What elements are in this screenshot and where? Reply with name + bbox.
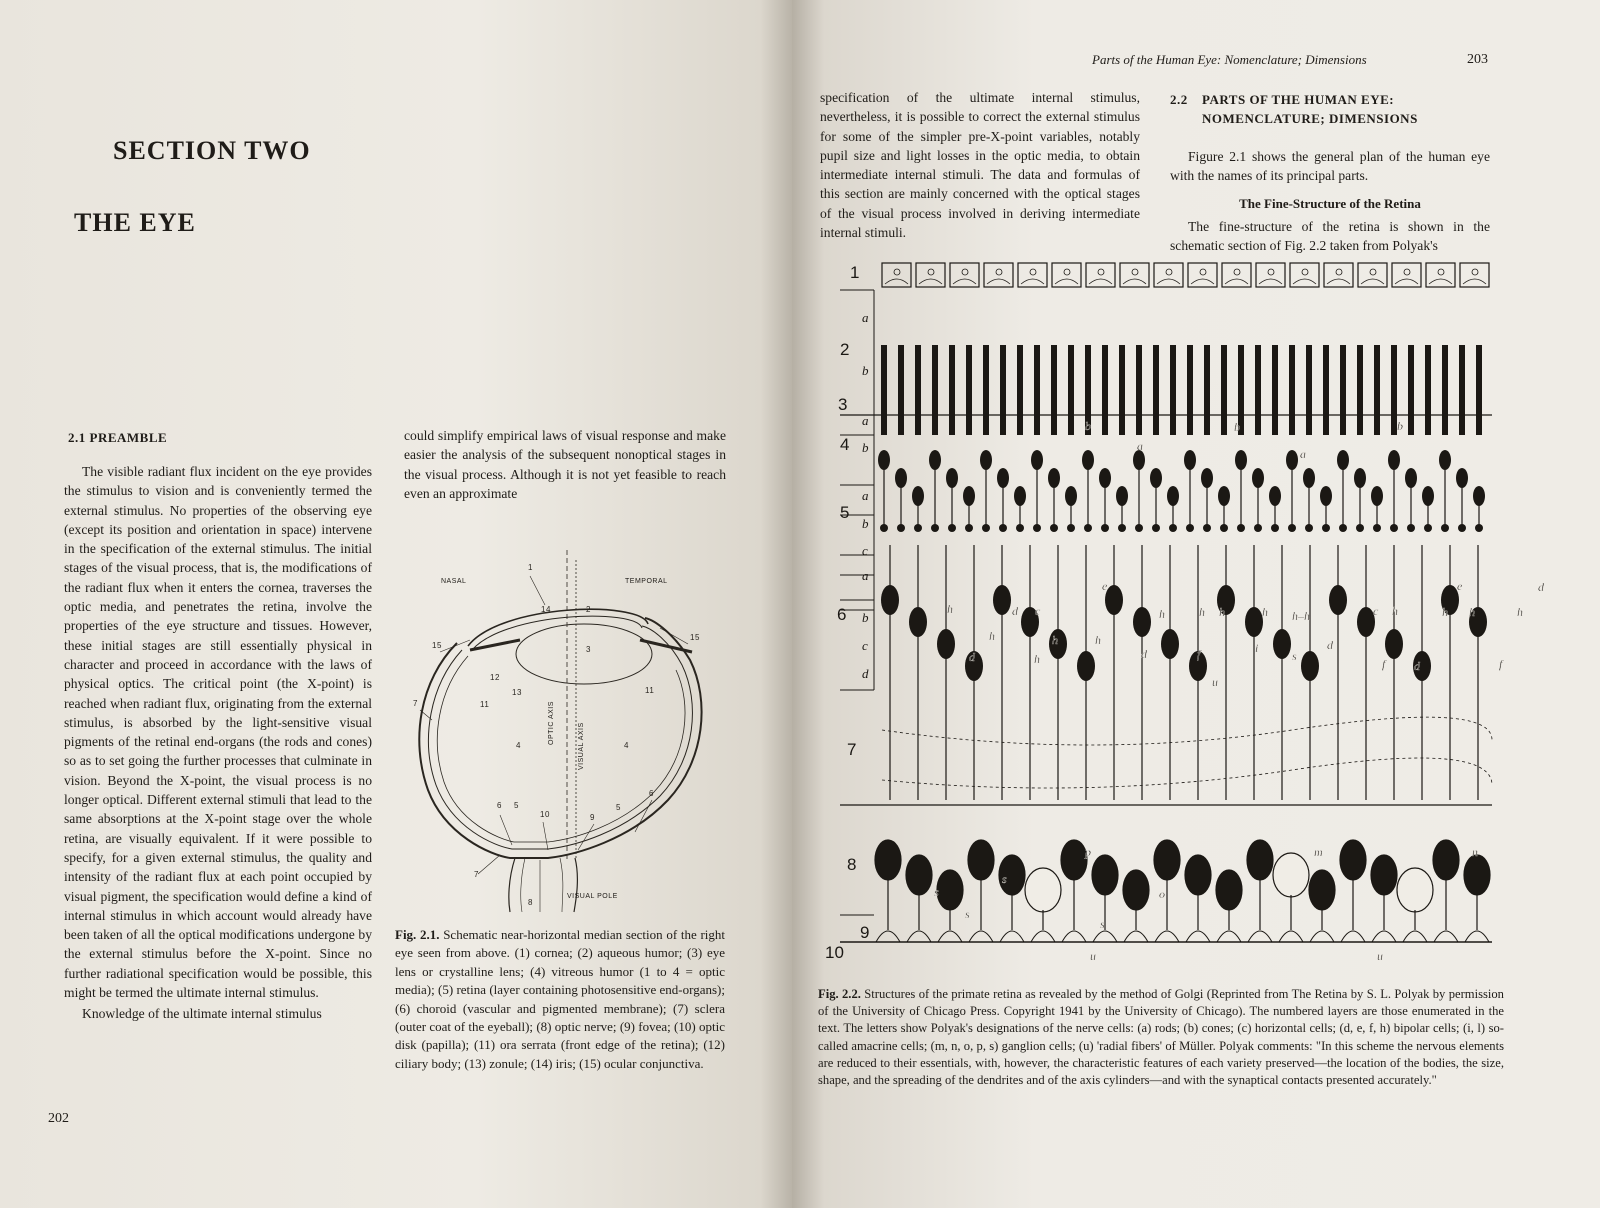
receptor-nucleus xyxy=(912,486,924,506)
layer-number: 7 xyxy=(847,740,857,759)
muller-foot xyxy=(1465,931,1489,942)
ganglion-cell xyxy=(1092,855,1118,895)
ganglion-cell xyxy=(1216,870,1242,910)
bipolar-cell xyxy=(1385,629,1403,659)
receptor-nucleus xyxy=(1133,450,1145,470)
bipolar-cell xyxy=(1273,629,1291,659)
section-label: SECTION TWO xyxy=(113,136,311,165)
receptor-nucleus xyxy=(1235,450,1247,470)
ganglion-cell xyxy=(1464,855,1490,895)
cell-letter: s xyxy=(965,907,970,921)
cell-letter: b xyxy=(1397,419,1403,433)
ganglion-cell xyxy=(1340,840,1366,880)
visual-pole-label: VISUAL POLE xyxy=(567,893,618,900)
eye-part-number: 12 xyxy=(490,673,500,682)
eye-part-number: 14 xyxy=(541,605,551,614)
muller-foot xyxy=(1341,931,1365,942)
muller-foot xyxy=(1155,931,1179,942)
layer-number: 5 xyxy=(840,503,850,522)
sublayer-letter: c xyxy=(862,543,868,558)
receptor-nucleus xyxy=(1116,486,1128,506)
cell-letter: d xyxy=(1141,647,1147,661)
receptor-nucleus xyxy=(1065,486,1077,506)
section-title: THE EYE xyxy=(74,208,196,237)
eye-part-number: 15 xyxy=(432,641,442,650)
column-2-text: could simplify empirical laws of visual response and make easier the analysis of the subsequent nonoptical stages in the visual process. Although it is not yet feasible to reach even an approximate xyxy=(404,428,726,501)
photoreceptor-inner-segment xyxy=(881,345,887,435)
receptor-nucleus xyxy=(1201,468,1213,488)
preamble-paragraph-2: Knowledge of the ultimate internal stimulus xyxy=(82,1006,322,1022)
cell-letter: d xyxy=(969,650,975,664)
cell-letter: f xyxy=(1382,657,1386,671)
bipolar-cell xyxy=(1329,585,1347,615)
receptor-nucleus xyxy=(1354,468,1366,488)
eye-part-number: 7 xyxy=(413,699,418,708)
preamble-paragraph-1: The visible radiant flux incident on the eye provides the stimulus to vision and is conveniently termed the external stimulus. No properties of the observing eye (except its position and orientation in space) intervene in the specification of the external stimulus. The initial stages of the visual process, that is, the modifications of the radiant flux when it enters the cornea, traverses the optic media, and penetrates the retina, involve the properties of the eye structure and tissues. However, these initial stages are still essentially physical in character and proceed in accordance with the laws of physical optics. The critical point (the X-point) is reached when radiant flux, originating from the external stimulus, is absorbed by the light-sensitive visual pigments of the retinal end-organs (the rods and cones) so as to set going the further processes that culminate in vision. Beyond the X-point, the visual process is no longer optical. Different external stimuli that lead to the same absorptions at the X-point stage over the whole retina, are visually equivalent. If it were possible to specify, for a given external stimulus, the quality and intensity of the radiant flux at each point occupied by visual pigment, the specification would define a kind of internal stimulus in which account would already have been taken of all the optical modifications undergone by the external stimulus before the X-point. Since no further radiational specification would be possible, this might be termed the ultimate internal stimulus. xyxy=(64,464,372,1001)
right-column-2-paragraph-1: Figure 2.1 shows the general plan of the human eye with the names of its principal parts. xyxy=(1170,149,1490,184)
photoreceptor-inner-segment xyxy=(915,345,921,435)
photoreceptor-inner-segment xyxy=(1102,345,1108,435)
muller-foot xyxy=(969,931,993,942)
eye-part-number: 11 xyxy=(645,686,655,695)
eye-part-number: 4 xyxy=(516,741,521,750)
photoreceptor-inner-segment xyxy=(966,345,972,435)
receptor-nucleus xyxy=(1286,450,1298,470)
muller-foot xyxy=(1093,931,1117,942)
muller-foot xyxy=(1372,931,1396,942)
temporal-label: TEMPORAL xyxy=(625,578,668,585)
receptor-nucleus xyxy=(963,486,975,506)
cell-letter: s xyxy=(934,885,939,899)
photoreceptor-inner-segment xyxy=(1187,345,1193,435)
cell-letter: d xyxy=(1012,604,1018,618)
bipolar-cell xyxy=(1105,585,1123,615)
bipolar-cell xyxy=(993,585,1011,615)
optic-axis-label: OPTIC AXIS xyxy=(548,701,555,745)
photoreceptor-inner-segment xyxy=(1323,345,1329,435)
photoreceptor-inner-segment xyxy=(1255,345,1261,435)
left-page-number: 202 xyxy=(48,1111,69,1126)
cell-letter: d xyxy=(1414,659,1420,673)
sublayer-letter: a xyxy=(862,310,869,325)
cell-letter: h xyxy=(1262,605,1268,619)
cell-letter: f xyxy=(1197,647,1201,661)
photoreceptor-inner-segment xyxy=(1204,345,1210,435)
cell-letter: o xyxy=(1159,887,1165,901)
layer-number: 9 xyxy=(860,923,870,942)
photoreceptor-inner-segment xyxy=(1306,345,1312,435)
receptor-nucleus xyxy=(895,468,907,488)
ganglion-cell xyxy=(1185,855,1211,895)
photoreceptor-inner-segment xyxy=(1357,345,1363,435)
photoreceptor-inner-segment xyxy=(1034,345,1040,435)
eye-part-number: 6 xyxy=(497,801,502,810)
cell-letter: b xyxy=(1085,419,1091,433)
ganglion-cell xyxy=(1247,840,1273,880)
cell-letter: e xyxy=(1102,579,1108,593)
eye-part-number: 9 xyxy=(590,813,595,822)
cell-letter: d xyxy=(1538,580,1544,594)
muller-foot xyxy=(1062,931,1086,942)
bipolar-cell xyxy=(1133,607,1151,637)
sublayer-letter: b xyxy=(862,610,869,625)
receptor-nucleus xyxy=(1371,486,1383,506)
eye-part-number: 10 xyxy=(540,810,550,819)
ganglion-cell xyxy=(1397,868,1433,912)
fig-2-2-caption-text: Structures of the primate retina as revealed by the method of Golgi (Reprinted from The Retina by S. L. Polyak by permission of the University of Chicago Press. Copyright 1941 by the University of Chicago). The numbered layers are those enumerated in the text. The letters show Polyak's designations of the nerve cells: (a) rods; (b) cones; (c) horizontal cells; (d, e, f, h) bipolar cells; (i, l) so-called amacrine cells; (m, n, o, p, s) ganglion cells; (u) 'radial fibers' of Müller. Polyak comments: "In this scheme the nervous elements are reduced to their essentials, with, however, the characteristic features of each variety preserved—the location of the bodies, the size, shape, and the spreading of the dendrites and of the axis cylinders—and with the synaptical contacts presented accurately." xyxy=(818,987,1504,1088)
cell-letter: s xyxy=(1002,872,1007,886)
layer-number: 10 xyxy=(825,943,844,962)
ganglion-cell xyxy=(1371,855,1397,895)
muller-foot xyxy=(1279,931,1303,942)
photoreceptor-inner-segment xyxy=(898,345,904,435)
photoreceptor-inner-segment xyxy=(1272,345,1278,435)
nasal-label: NASAL xyxy=(441,578,467,585)
muller-foot xyxy=(1310,931,1334,942)
muller-foot xyxy=(907,931,931,942)
eye-part-number: 7 xyxy=(474,870,479,879)
receptor-nucleus xyxy=(1388,450,1400,470)
muller-foot xyxy=(876,931,900,942)
photoreceptor-inner-segment xyxy=(1442,345,1448,435)
fig-2-2-caption-lead: Fig. 2.2. xyxy=(818,987,861,1001)
sublayer-letter: d xyxy=(862,666,869,681)
cell-letter: b xyxy=(1234,420,1240,434)
fig-2-1-caption-lead: Fig. 2.1. xyxy=(395,927,440,942)
bipolar-cell xyxy=(1077,651,1095,681)
preamble-heading: 2.1 PREAMBLE xyxy=(68,430,168,445)
eye-part-number: 5 xyxy=(514,801,519,810)
cell-letter: c xyxy=(1035,604,1041,618)
bipolar-cell xyxy=(881,585,899,615)
cell-letter: u xyxy=(1090,949,1096,963)
eye-part-number: 1 xyxy=(528,563,533,572)
photoreceptor-inner-segment xyxy=(1221,345,1227,435)
eye-part-number: 2 xyxy=(586,605,591,614)
eye-part-number: 6 xyxy=(649,789,654,798)
receptor-nucleus xyxy=(1167,486,1179,506)
cell-letter: d xyxy=(1327,638,1333,652)
cell-letter: h xyxy=(1034,652,1040,666)
left-page xyxy=(0,0,792,1208)
eye-part-number: 8 xyxy=(528,898,533,907)
ganglion-cell xyxy=(1309,870,1335,910)
eye-part-number: 3 xyxy=(586,645,591,654)
cell-letter: h xyxy=(1219,605,1225,619)
cell-letter: s xyxy=(1100,917,1105,931)
cell-letter: u xyxy=(1377,949,1383,963)
cell-letter: h xyxy=(1159,607,1165,621)
cell-letter: h xyxy=(947,602,953,616)
photoreceptor-inner-segment xyxy=(1476,345,1482,435)
cell-letter: i xyxy=(1255,641,1259,655)
muller-foot xyxy=(1248,931,1272,942)
photoreceptor-inner-segment xyxy=(1425,345,1431,435)
muller-foot xyxy=(1403,931,1427,942)
layer-number: 4 xyxy=(840,435,850,454)
fig-2-2-caption xyxy=(818,986,1504,1089)
eye-part-number: 11 xyxy=(480,700,490,709)
muller-foot xyxy=(1217,931,1241,942)
sublayer-letter: c xyxy=(862,638,868,653)
receptor-nucleus xyxy=(1082,450,1094,470)
receptor-nucleus xyxy=(1269,486,1281,506)
receptor-nucleus xyxy=(1337,450,1349,470)
receptor-nucleus xyxy=(1014,486,1026,506)
receptor-nucleus xyxy=(1150,468,1162,488)
right-column-2-paragraph-2: The fine-structure of the retina is shown in the schematic section of Fig. 2.2 taken from Polyak's xyxy=(1170,218,1490,254)
photoreceptor-inner-segment xyxy=(1068,345,1074,435)
layer-number: 3 xyxy=(838,395,848,414)
photoreceptor-inner-segment xyxy=(1136,345,1142,435)
cell-letter: h xyxy=(1392,604,1398,618)
right-page xyxy=(792,0,1600,1208)
layer-number: 6 xyxy=(837,605,847,624)
photoreceptor-inner-segment xyxy=(1408,345,1414,435)
sublayer-letter: b xyxy=(862,516,869,531)
cell-letter: h xyxy=(1052,633,1058,647)
receptor-nucleus xyxy=(1184,450,1196,470)
ganglion-cell xyxy=(968,840,994,880)
muller-foot xyxy=(1186,931,1210,942)
receptor-nucleus xyxy=(1439,450,1451,470)
receptor-nucleus xyxy=(929,450,941,470)
cell-letter: p xyxy=(1085,845,1091,859)
sublayer-letter: b xyxy=(862,363,869,378)
ganglion-cell xyxy=(937,870,963,910)
layer-number: 1 xyxy=(850,263,860,282)
section-2-2-heading-line-1: PARTS OF THE HUMAN EYE: xyxy=(1202,92,1395,107)
cell-letter: u xyxy=(1212,675,1218,689)
cell-letter: a xyxy=(1300,447,1306,461)
ganglion-cell xyxy=(1273,853,1309,897)
right-page-number: 203 xyxy=(1467,52,1488,67)
photoreceptor-inner-segment xyxy=(1340,345,1346,435)
section-2-2-heading-line-2: NOMENCLATURE; DIMENSIONS xyxy=(1202,111,1418,126)
photoreceptor-inner-segment xyxy=(1374,345,1380,435)
cell-letter: s xyxy=(1292,649,1297,663)
bipolar-cell xyxy=(909,607,927,637)
muller-foot xyxy=(1124,931,1148,942)
receptor-nucleus xyxy=(1473,486,1485,506)
cell-letter: a xyxy=(1137,439,1143,453)
sublayer-letter: a xyxy=(862,413,869,428)
photoreceptor-inner-segment xyxy=(1051,345,1057,435)
receptor-nucleus xyxy=(997,468,1009,488)
photoreceptor-inner-segment xyxy=(1289,345,1295,435)
receptor-nucleus xyxy=(1303,468,1315,488)
ganglion-cell xyxy=(1025,868,1061,912)
running-head: Parts of the Human Eye: Nomenclature; Dimensions xyxy=(1092,52,1367,67)
ganglion-cell xyxy=(1061,840,1087,880)
photoreceptor-inner-segment xyxy=(983,345,989,435)
ganglion-cell xyxy=(1154,840,1180,880)
cell-letter: h xyxy=(1199,605,1205,619)
photoreceptor-inner-segment xyxy=(932,345,938,435)
receptor-nucleus xyxy=(1099,468,1111,488)
receptor-nucleus xyxy=(1320,486,1332,506)
fig-2-1-caption-text: Schematic near-horizontal median section of the right eye seen from above. (1) cornea; (2) aqueous humor; (3) eye lens or crystalline lens; (4) vitreous humor (1 to 4 = optic media); (5) retina (layer containing photosensitive end-organs); (6) choroid (vascular and pigmented membrane); (7) sclera (outer coat of the eyeball); (8) optic nerve; (9) fovea; (10) optic disk (papilla); (11) ora serrata (front edge of the retina); (12) ciliary body; (13) zonule; (14) iris; (15) ocular conjunctiva. xyxy=(395,927,726,1071)
eye-part-number: 13 xyxy=(512,688,522,697)
receptor-nucleus xyxy=(1405,468,1417,488)
receptor-nucleus xyxy=(1422,486,1434,506)
right-column-2 xyxy=(1170,147,1490,255)
eye-part-numbers xyxy=(413,563,700,907)
eye-part-number: 4 xyxy=(624,741,629,750)
sublayer-letter: b xyxy=(862,440,869,455)
cell-letter: h xyxy=(1517,605,1523,619)
cell-letter: h xyxy=(989,629,995,643)
receptor-nucleus xyxy=(980,450,992,470)
right-column-1 xyxy=(820,88,1140,242)
muller-foot xyxy=(1031,931,1055,942)
receptor-nucleus xyxy=(1048,468,1060,488)
eye-part-number: 5 xyxy=(616,803,621,812)
receptor-nucleus xyxy=(1218,486,1230,506)
receptor-nucleus xyxy=(1031,450,1043,470)
receptor-nucleus xyxy=(1252,468,1264,488)
cell-letter: h–h xyxy=(1292,609,1310,623)
muller-foot xyxy=(1434,931,1458,942)
layer-number: 8 xyxy=(847,855,857,874)
ganglion-cell xyxy=(1433,840,1459,880)
ganglion-cell xyxy=(906,855,932,895)
eye-part-number: 15 xyxy=(690,633,700,642)
cell-letter: c xyxy=(1373,604,1379,618)
visual-axis-label: VISUAL AXIS xyxy=(578,722,585,770)
right-column-1-text: specification of the ultimate internal stimulus, nevertheless, it is possible to correct the external stimulus for some of the simpler pre-X-point variables, notably pupil size and light losses in the optic media, to obtain intermediate internal stimuli. The data and formulas of this section are mainly concerned with the optical stages of the visual process involved in deriving intermediate internal stimuli. xyxy=(820,90,1140,241)
cell-letter: m xyxy=(1314,845,1323,859)
muller-foot xyxy=(1000,931,1024,942)
photoreceptor-inner-segment xyxy=(1000,345,1006,435)
cell-letter: h xyxy=(1469,605,1475,619)
sublayer-letter: a xyxy=(862,568,869,583)
photoreceptor-inner-segment xyxy=(1119,345,1125,435)
fig-2-1-caption xyxy=(395,926,725,1073)
cell-letter: h xyxy=(1095,633,1101,647)
photoreceptor-inner-segment xyxy=(949,345,955,435)
muller-foot xyxy=(938,931,962,942)
layer-number: 2 xyxy=(840,340,850,359)
ganglion-cell xyxy=(1123,870,1149,910)
receptor-nucleus xyxy=(878,450,890,470)
bipolar-cell xyxy=(937,629,955,659)
photoreceptor-inner-segment xyxy=(1153,345,1159,435)
photoreceptor-inner-segment xyxy=(1170,345,1176,435)
cell-letter: n xyxy=(1472,845,1478,859)
cell-letter: f xyxy=(1499,657,1503,671)
bipolar-cell xyxy=(1301,651,1319,681)
cell-letter: e xyxy=(1457,579,1463,593)
retina-diagram xyxy=(792,260,1600,982)
bipolar-cell xyxy=(1245,607,1263,637)
fine-structure-subheading: The Fine-Structure of the Retina xyxy=(1239,195,1421,211)
cell-letter: h xyxy=(1442,605,1448,619)
photoreceptor-inner-segment xyxy=(1459,345,1465,435)
photoreceptor-inner-segment xyxy=(1017,345,1023,435)
bipolar-cell xyxy=(1161,629,1179,659)
section-2-2-number: 2.2 xyxy=(1170,92,1188,107)
ganglion-cell xyxy=(875,840,901,880)
sublayer-letter: a xyxy=(862,488,869,503)
receptor-nucleus xyxy=(1456,468,1468,488)
receptor-nucleus xyxy=(946,468,958,488)
